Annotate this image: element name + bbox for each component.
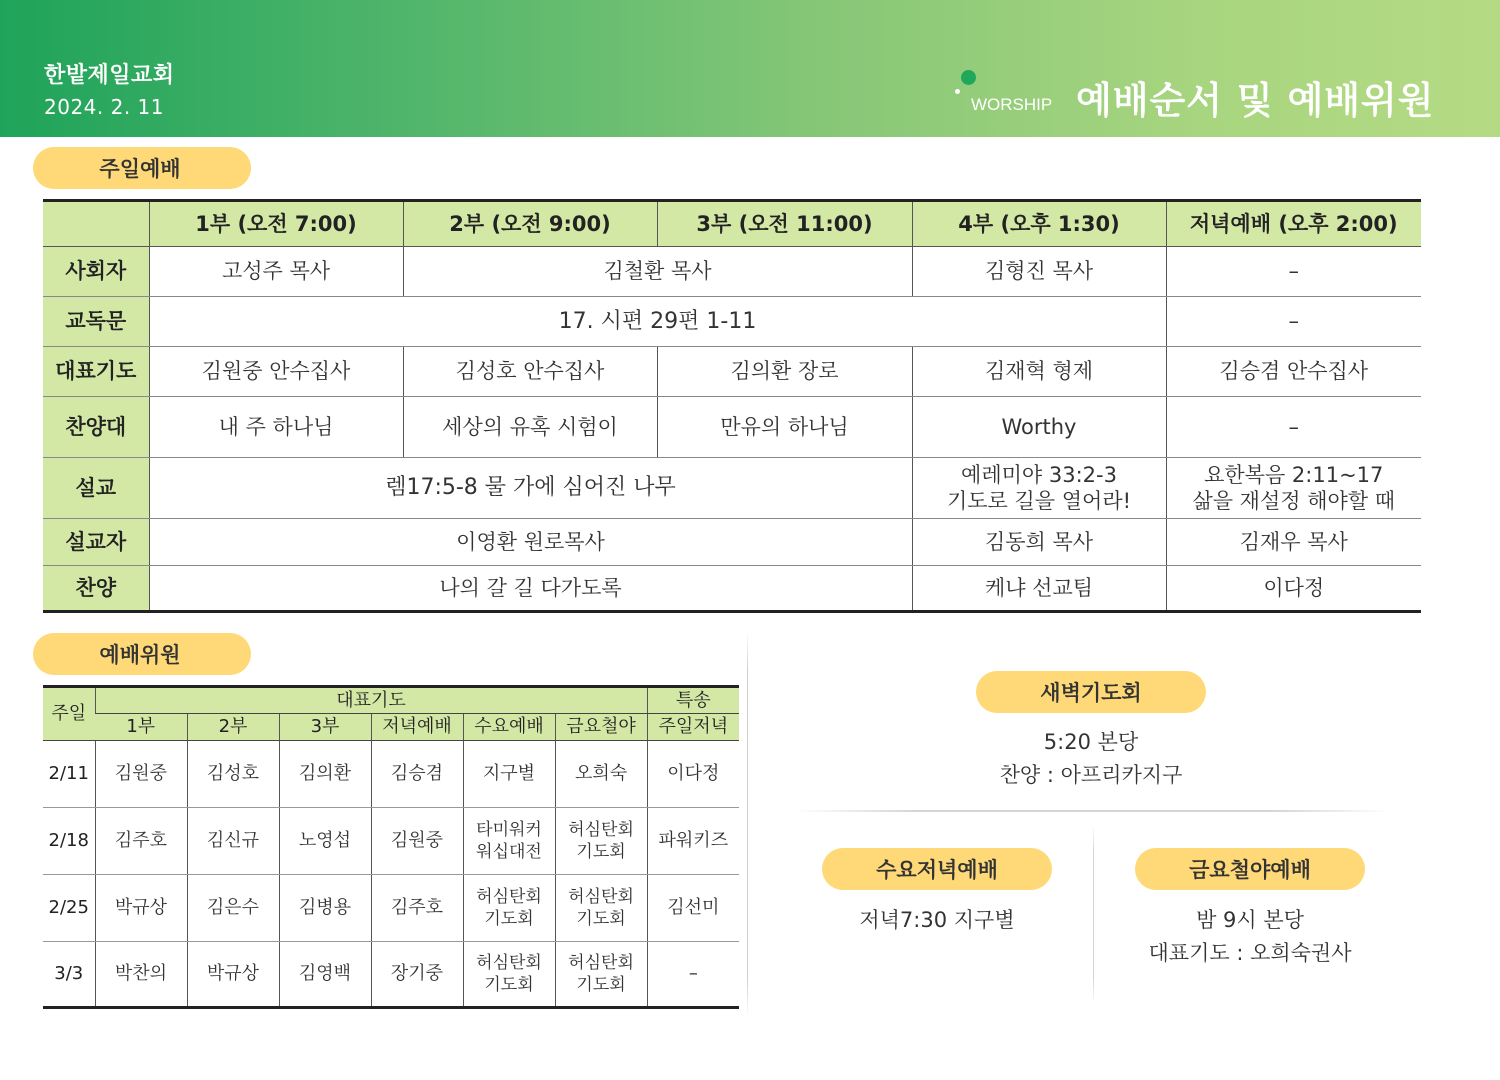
- row-date: 3/3: [43, 942, 95, 1008]
- table-row: [43, 942, 739, 1008]
- table-cell: 김승겸 안수집사: [1166, 347, 1421, 397]
- column-header: 금요철야: [555, 714, 647, 741]
- table-cell: 김철환 목사: [403, 247, 912, 297]
- table-row: [43, 297, 1421, 347]
- table-cell: 박찬의: [95, 942, 187, 1008]
- header-banner: [0, 0, 1500, 137]
- table-cell: 세상의 유혹 시험이: [403, 397, 657, 458]
- horizontal-divider: [796, 810, 1391, 812]
- wednesday-worship-badge: 수요저녁예배: [822, 848, 1052, 890]
- row-date: 2/18: [43, 808, 95, 875]
- table-cell: 김영백: [279, 942, 371, 1008]
- row-label: 찬양대: [43, 397, 149, 458]
- worship-members-badge: 예배위원: [33, 633, 251, 675]
- column-header: 1부 (오전 7:00): [149, 201, 403, 247]
- table-cell: 장기중: [371, 942, 463, 1008]
- table-cell: 케냐 선교팀: [912, 566, 1166, 612]
- table-cell: 고성주 목사: [149, 247, 403, 297]
- cell-line: 기도회: [484, 909, 534, 929]
- table-cell: 김은수: [187, 875, 279, 942]
- cell-line: 기도회: [576, 842, 626, 862]
- column-group-header: 대표기도: [95, 687, 647, 714]
- table-cell: –: [1166, 297, 1421, 347]
- friday-worship-badge: 금요철야예배: [1135, 848, 1365, 890]
- column-header: 주일저녁: [647, 714, 739, 741]
- table-cell: 노영섭: [279, 808, 371, 875]
- table-row: [43, 519, 1421, 566]
- cell-line: 허심탄회: [476, 952, 542, 973]
- table-cell: Worthy: [912, 397, 1166, 458]
- cell-line: 기도회: [484, 975, 534, 995]
- friday-worship-info: [1105, 904, 1395, 970]
- church-name: 한밭제일교회: [44, 63, 175, 88]
- table-header-row: [43, 201, 1421, 247]
- table-cell: 지구별: [463, 741, 555, 808]
- table-cell: 김원중: [95, 741, 187, 808]
- table-cell: 김성호: [187, 741, 279, 808]
- column-header: 3부 (오전 11:00): [657, 201, 912, 247]
- table-row: [43, 347, 1421, 397]
- table-cell: –: [647, 942, 739, 1008]
- row-label: 설교자: [43, 519, 149, 566]
- table-cell: 김원중: [371, 808, 463, 875]
- table-row: [43, 808, 739, 875]
- cell-line: 허심탄회: [568, 886, 634, 907]
- table-row: [43, 741, 739, 808]
- table-cell: 김신규: [187, 808, 279, 875]
- table-cell: [463, 875, 555, 942]
- cell-line: 허심탄회: [476, 886, 542, 907]
- table-cell: 김재우 목사: [1166, 519, 1421, 566]
- table-cell: 오희숙: [555, 741, 647, 808]
- column-header: 1부: [95, 714, 187, 741]
- table-cell: [1166, 458, 1421, 519]
- table-row: [43, 397, 1421, 458]
- table-cell: 이다정: [1166, 566, 1421, 612]
- table-cell: [912, 458, 1166, 519]
- table-cell: [555, 942, 647, 1008]
- table-cell: 김승겸: [371, 741, 463, 808]
- table-cell: 이영환 원로목사: [149, 519, 912, 566]
- wednesday-worship-info: [792, 904, 1082, 937]
- table-cell: 만유의 하나님: [657, 397, 912, 458]
- info-line: 5:20 본당: [1043, 730, 1139, 754]
- table-cell: 김병용: [279, 875, 371, 942]
- table-header-row: [43, 714, 739, 741]
- table-cell: 박규상: [95, 875, 187, 942]
- table-cell: 김성호 안수집사: [403, 347, 657, 397]
- cell-line: 허심탄회: [568, 952, 634, 973]
- row-date: 2/11: [43, 741, 95, 808]
- row-label: 찬양: [43, 566, 149, 612]
- corner-cell: [43, 201, 149, 247]
- bulletin-date: 2024. 2. 11: [44, 95, 165, 119]
- column-header: 2부: [187, 714, 279, 741]
- table-row: [43, 566, 1421, 612]
- column-header: 2부 (오전 9:00): [403, 201, 657, 247]
- table-cell: 이다정: [647, 741, 739, 808]
- column-header: 4부 (오후 1:30): [912, 201, 1166, 247]
- cell-line: 기도회: [576, 975, 626, 995]
- column-header: 주일: [43, 687, 95, 741]
- dawn-prayer-info: [946, 726, 1236, 792]
- cell-line: 예레미야 33:2-3: [961, 462, 1117, 487]
- cell-line: 워십대전: [476, 842, 542, 862]
- row-label: 사회자: [43, 247, 149, 297]
- table-cell: 김주호: [95, 808, 187, 875]
- table-cell: [555, 808, 647, 875]
- table-cell: 렘17:5-8 물 가에 심어진 나무: [149, 458, 912, 519]
- white-dot-icon: [955, 89, 960, 94]
- table-cell: 김의환 장로: [657, 347, 912, 397]
- table-cell: –: [1166, 397, 1421, 458]
- column-header: 저녁예배 (오후 2:00): [1166, 201, 1421, 247]
- column-group-header: 특송: [647, 687, 739, 714]
- info-line: 밤 9시 본당: [1196, 908, 1304, 932]
- column-header: 3부: [279, 714, 371, 741]
- table-row: [43, 875, 739, 942]
- row-label: 교독문: [43, 297, 149, 347]
- table-cell: 17. 시편 29편 1-11: [149, 297, 1166, 347]
- info-line: 찬양 : 아프리카지구: [999, 763, 1183, 787]
- table-cell: 김의환: [279, 741, 371, 808]
- table-cell: 김주호: [371, 875, 463, 942]
- cell-line: 허심탄회: [568, 819, 634, 840]
- table-cell: 김동희 목사: [912, 519, 1166, 566]
- sunday-schedule-table: [43, 199, 1421, 613]
- cell-line: 기도회: [576, 909, 626, 929]
- row-date: 2/25: [43, 875, 95, 942]
- table-cell: [555, 875, 647, 942]
- vertical-divider: [1093, 825, 1094, 1005]
- info-line: 저녁7:30 지구별: [859, 908, 1015, 932]
- sunday-worship-badge: 주일예배: [33, 147, 251, 189]
- worship-label: WORSHIP: [971, 95, 1053, 114]
- table-cell: 김재혁 형제: [912, 347, 1166, 397]
- table-cell: 나의 갈 길 다가도록: [149, 566, 912, 612]
- table-cell: [463, 942, 555, 1008]
- cell-line: 기도로 길을 열어라!: [946, 489, 1132, 513]
- cell-line: 요한복음 2:11~17: [1204, 462, 1384, 487]
- table-cell: –: [1166, 247, 1421, 297]
- worship-members-table: [43, 685, 739, 1009]
- table-cell: 김원중 안수집사: [149, 347, 403, 397]
- page-title: 예배순서 및 예배위원: [1076, 79, 1435, 122]
- column-header: 수요예배: [463, 714, 555, 741]
- column-header: 저녁예배: [371, 714, 463, 741]
- dawn-prayer-badge: 새벽기도회: [976, 671, 1206, 713]
- table-cell: 파워키즈: [647, 808, 739, 875]
- table-cell: 김선미: [647, 875, 739, 942]
- table-row: [43, 458, 1421, 519]
- table-cell: 김형진 목사: [912, 247, 1166, 297]
- cell-line: 삶을 재설정 해야할 때: [1192, 489, 1396, 513]
- info-line: 대표기도 : 오희숙권사: [1148, 941, 1352, 965]
- table-row: [43, 247, 1421, 297]
- cell-line: 타미워커: [476, 819, 542, 840]
- vertical-divider: [747, 632, 748, 1017]
- table-header-row: [43, 687, 739, 714]
- row-label: 대표기도: [43, 347, 149, 397]
- row-label: 설교: [43, 458, 149, 519]
- green-dot-icon: [961, 70, 976, 85]
- table-cell: [463, 808, 555, 875]
- table-cell: 박규상: [187, 942, 279, 1008]
- table-cell: 내 주 하나님: [149, 397, 403, 458]
